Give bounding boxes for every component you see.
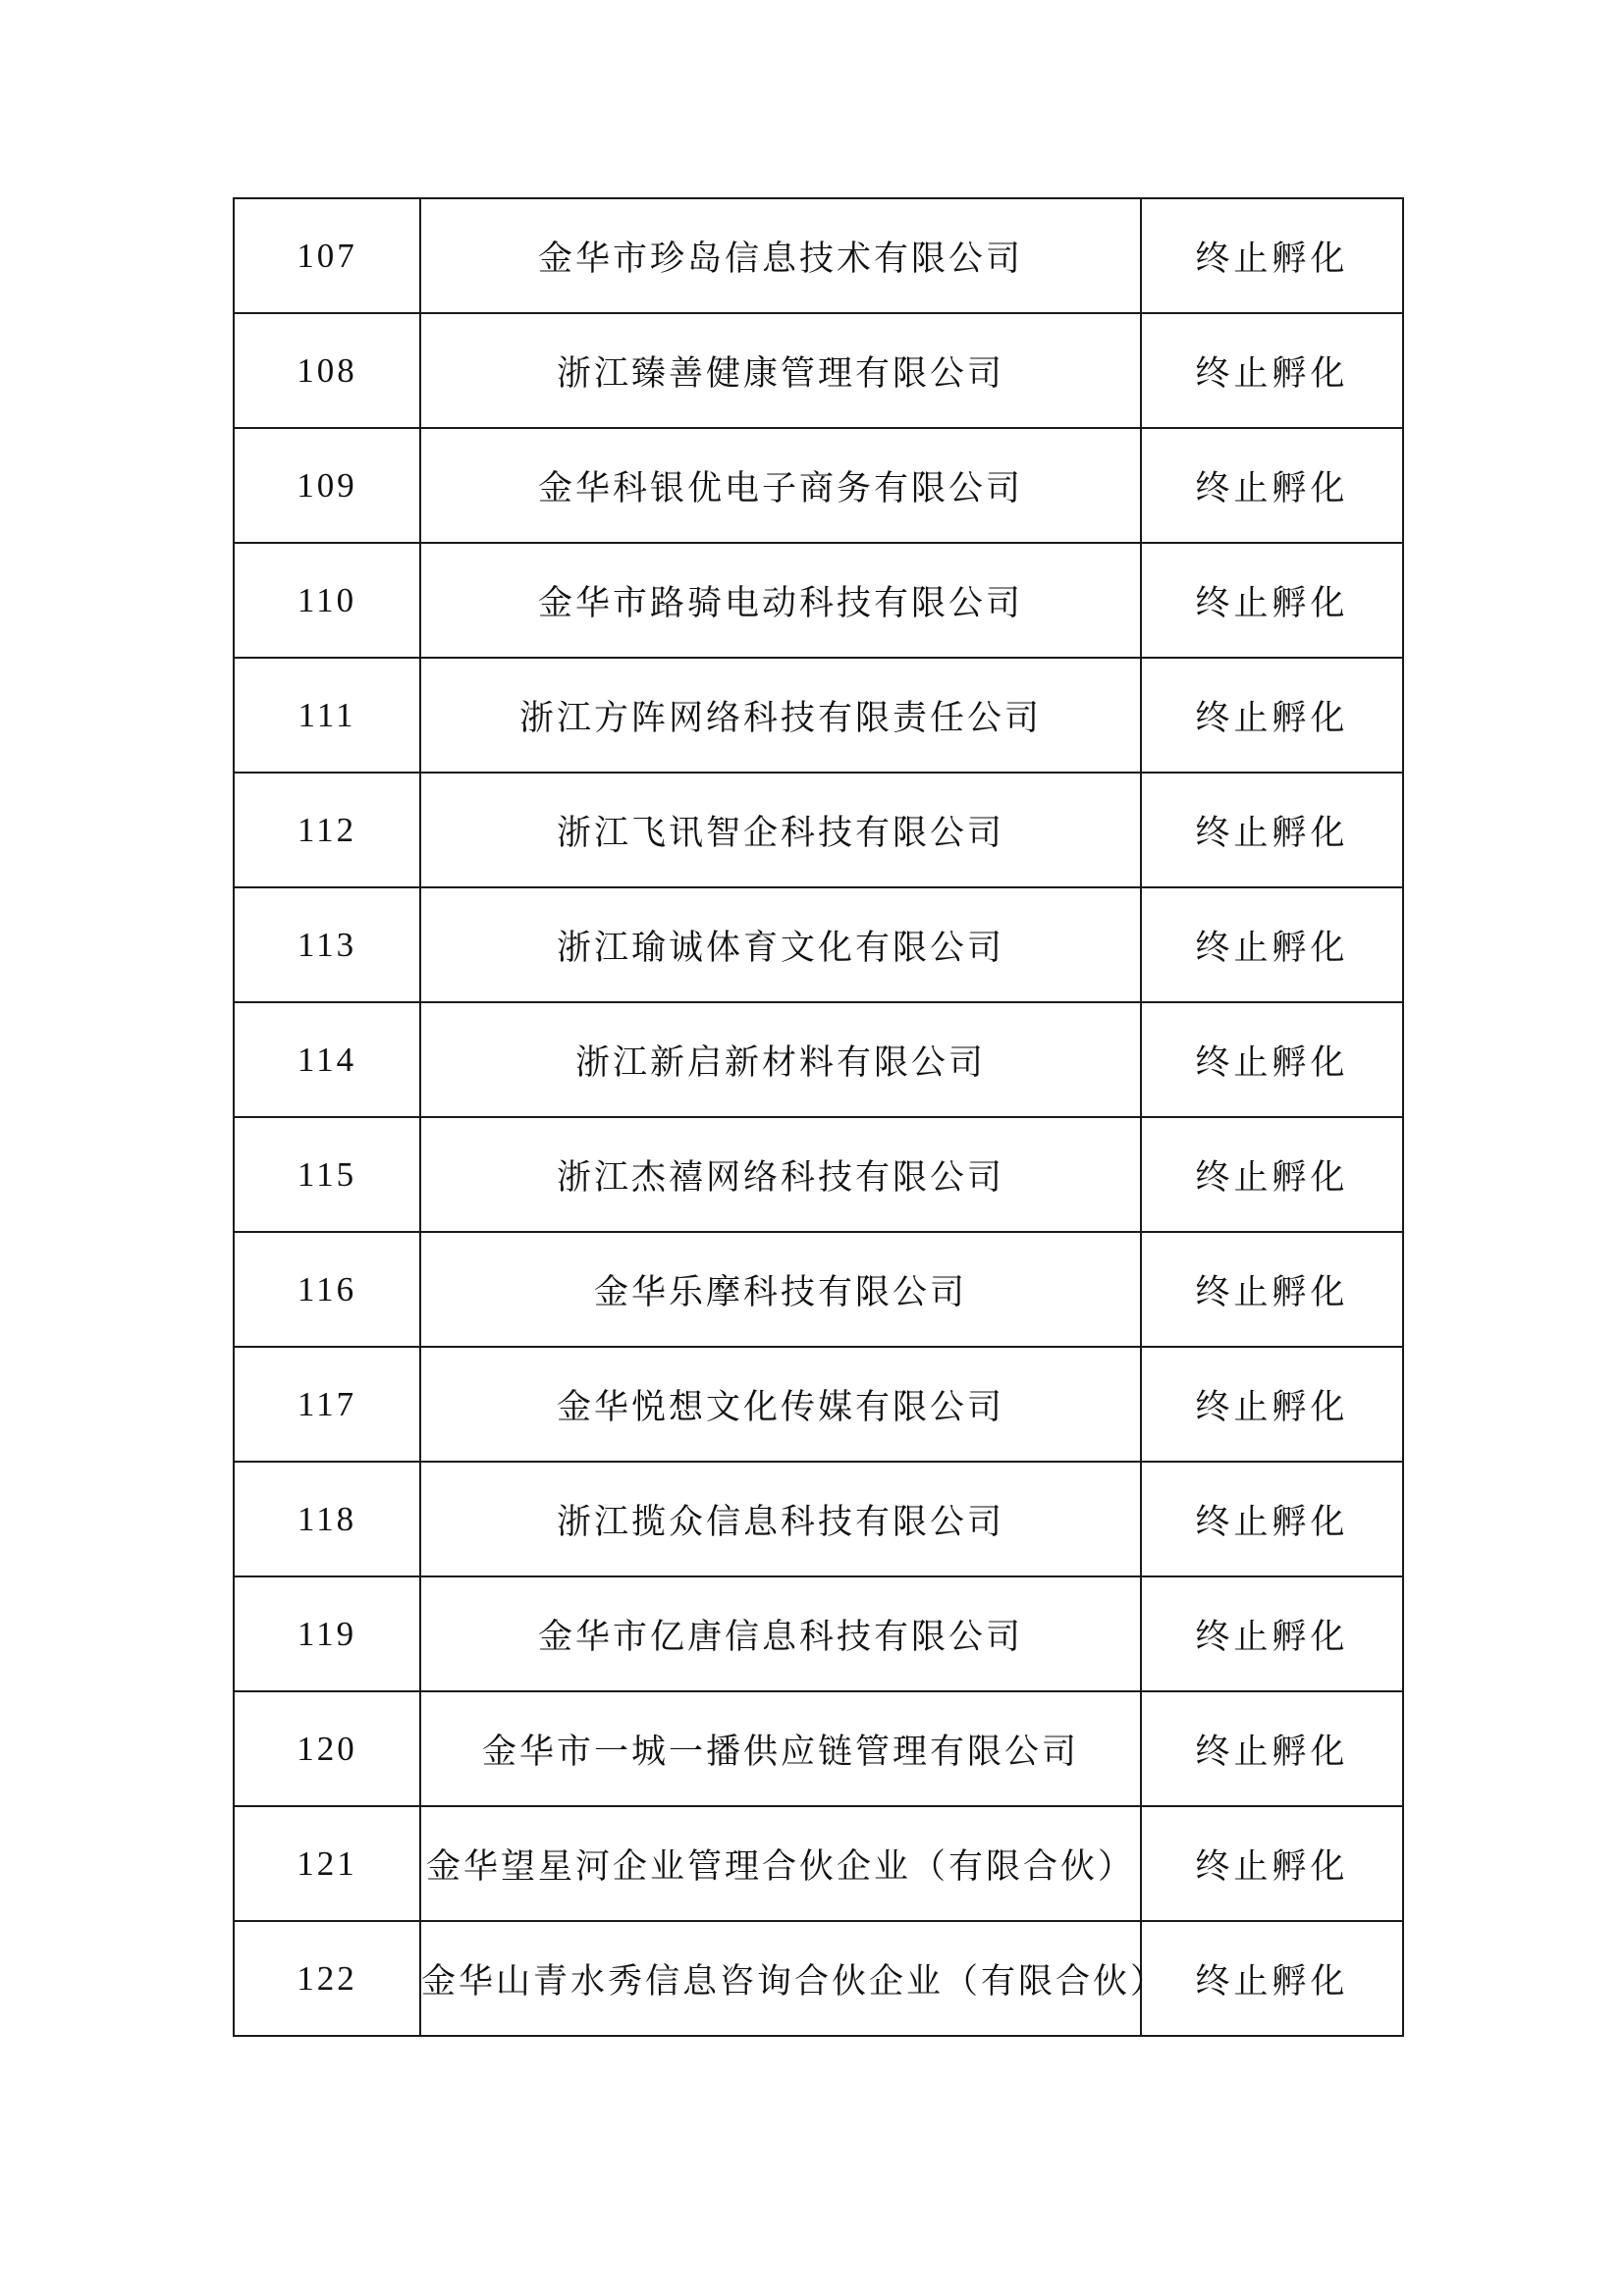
company-name: 金华山青水秀信息咨询合伙企业（有限合伙） xyxy=(420,1921,1141,2036)
table-row xyxy=(234,887,1403,1002)
company-name: 浙江瑜诚体育文化有限公司 xyxy=(420,887,1141,1002)
status-cell: 终止孵化 xyxy=(1141,1921,1403,2036)
table-row xyxy=(234,198,1403,313)
status-cell: 终止孵化 xyxy=(1141,1462,1403,1576)
company-name: 浙江揽众信息科技有限公司 xyxy=(420,1462,1141,1576)
table-row xyxy=(234,773,1403,887)
company-name: 金华望星河企业管理合伙企业（有限合伙） xyxy=(420,1806,1141,1921)
row-number: 114 xyxy=(234,1002,420,1117)
row-number: 118 xyxy=(234,1462,420,1576)
table-row xyxy=(234,1117,1403,1232)
status-cell: 终止孵化 xyxy=(1141,1232,1403,1347)
status-cell: 终止孵化 xyxy=(1141,1002,1403,1117)
row-number: 111 xyxy=(234,658,420,773)
company-name: 金华市路骑电动科技有限公司 xyxy=(420,543,1141,658)
table-row xyxy=(234,1347,1403,1462)
status-cell: 终止孵化 xyxy=(1141,1691,1403,1806)
status-cell: 终止孵化 xyxy=(1141,428,1403,543)
table-row xyxy=(234,658,1403,773)
table-row xyxy=(234,1462,1403,1576)
table-row xyxy=(234,1576,1403,1691)
row-number: 119 xyxy=(234,1576,420,1691)
company-name: 浙江臻善健康管理有限公司 xyxy=(420,313,1141,428)
company-name: 浙江方阵网络科技有限责任公司 xyxy=(420,658,1141,773)
status-cell: 终止孵化 xyxy=(1141,1117,1403,1232)
company-table-body xyxy=(234,198,1403,2036)
row-number: 112 xyxy=(234,773,420,887)
company-name: 金华市珍岛信息技术有限公司 xyxy=(420,198,1141,313)
status-cell: 终止孵化 xyxy=(1141,658,1403,773)
company-name: 金华市一城一播供应链管理有限公司 xyxy=(420,1691,1141,1806)
status-cell: 终止孵化 xyxy=(1141,773,1403,887)
row-number: 113 xyxy=(234,887,420,1002)
table-row xyxy=(234,1806,1403,1921)
row-number: 107 xyxy=(234,198,420,313)
table-row xyxy=(234,428,1403,543)
status-cell: 终止孵化 xyxy=(1141,198,1403,313)
row-number: 115 xyxy=(234,1117,420,1232)
status-cell: 终止孵化 xyxy=(1141,887,1403,1002)
row-number: 116 xyxy=(234,1232,420,1347)
company-name: 金华悦想文化传媒有限公司 xyxy=(420,1347,1141,1462)
row-number: 109 xyxy=(234,428,420,543)
row-number: 117 xyxy=(234,1347,420,1462)
company-name: 浙江飞讯智企科技有限公司 xyxy=(420,773,1141,887)
status-cell: 终止孵化 xyxy=(1141,1347,1403,1462)
company-table xyxy=(233,197,1404,2037)
company-name: 金华科银优电子商务有限公司 xyxy=(420,428,1141,543)
company-name: 金华市亿唐信息科技有限公司 xyxy=(420,1576,1141,1691)
table-row xyxy=(234,1921,1403,2036)
table-row xyxy=(234,1002,1403,1117)
row-number: 121 xyxy=(234,1806,420,1921)
table-row xyxy=(234,543,1403,658)
row-number: 108 xyxy=(234,313,420,428)
table-row xyxy=(234,313,1403,428)
table-row xyxy=(234,1232,1403,1347)
status-cell: 终止孵化 xyxy=(1141,1576,1403,1691)
row-number: 122 xyxy=(234,1921,420,2036)
row-number: 120 xyxy=(234,1691,420,1806)
status-cell: 终止孵化 xyxy=(1141,313,1403,428)
table-row xyxy=(234,1691,1403,1806)
company-name: 浙江杰禧网络科技有限公司 xyxy=(420,1117,1141,1232)
company-name: 金华乐摩科技有限公司 xyxy=(420,1232,1141,1347)
row-number: 110 xyxy=(234,543,420,658)
company-name: 浙江新启新材料有限公司 xyxy=(420,1002,1141,1117)
status-cell: 终止孵化 xyxy=(1141,543,1403,658)
status-cell: 终止孵化 xyxy=(1141,1806,1403,1921)
